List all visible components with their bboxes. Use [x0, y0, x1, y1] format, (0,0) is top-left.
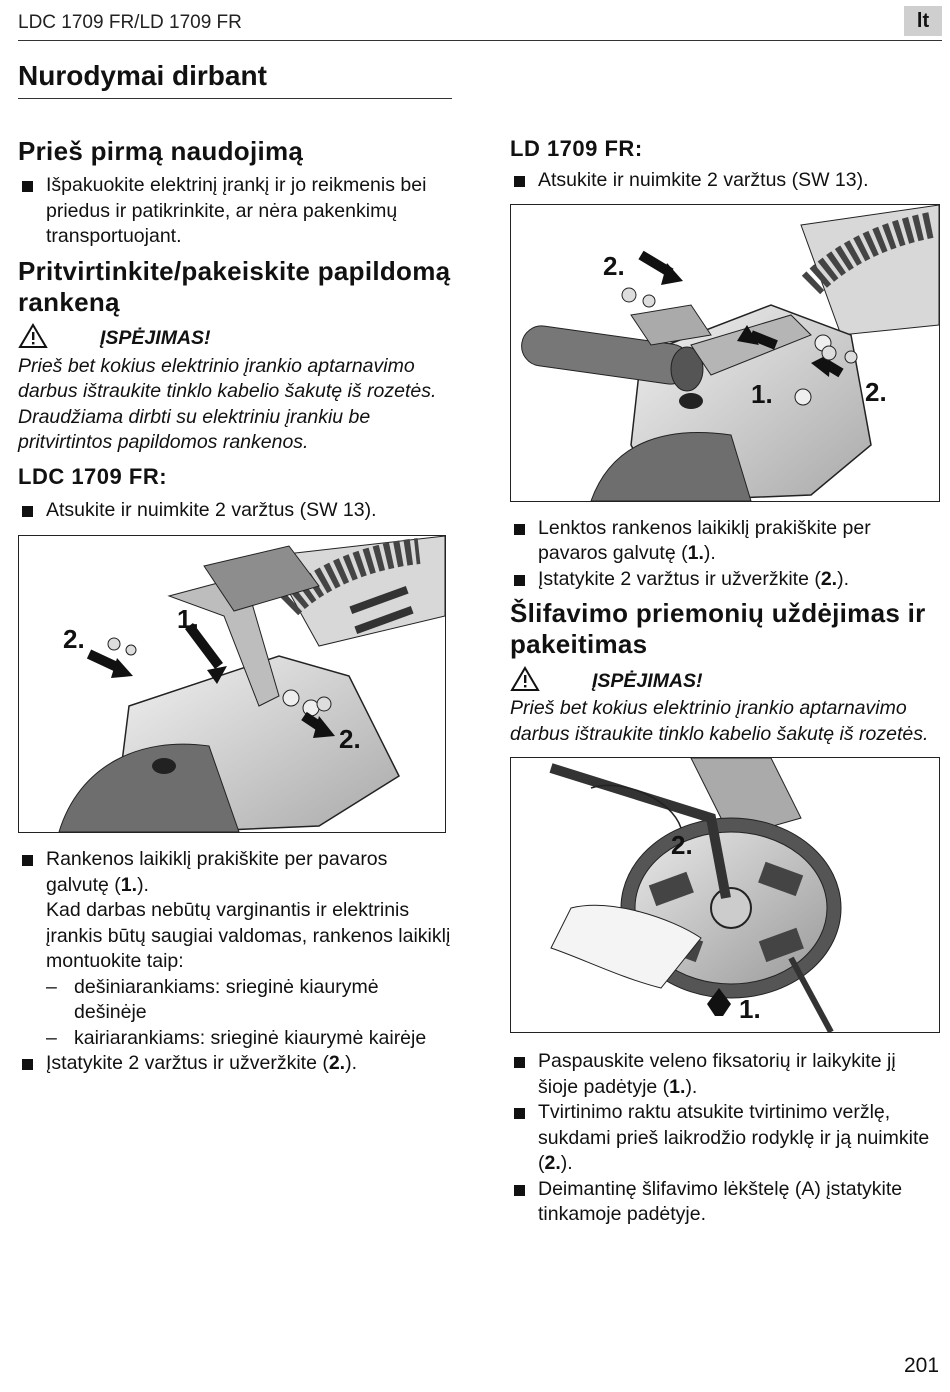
step-number: 2. [820, 567, 838, 590]
list-item-text: Tvirtinimo raktu atsukite tvirtinimo veržlę, sukdami prieš laikrodžio rodyklę ir ją nuimkite ( [538, 1101, 930, 1174]
language-badge: lt [904, 6, 942, 36]
dash-item-text: dešiniarankiams: srieginė kiaurymė dešinėje [74, 975, 379, 1023]
list-item-text: Deimantinę šlifavimo lėkštelę (A) įstatykite tinkamoje padėtyje. [538, 1177, 903, 1225]
ldc-handle-figure [18, 535, 446, 833]
bullet-square-icon [514, 575, 525, 586]
list-item [510, 567, 940, 593]
step-number: 1. [687, 542, 704, 564]
figure-label: 2. [63, 624, 85, 654]
list-item-text: ). [685, 1075, 698, 1098]
warning-text: Prieš bet kokius elektrinio įrankio aptarnavimo darbus ištraukite tinklo kabelio šakutę iš rozetės. [18, 354, 437, 402]
figure-label: 2. [603, 250, 625, 281]
disc-change-illustration [511, 758, 939, 1032]
bullet-square-icon [514, 524, 525, 535]
figure-label: 2. [671, 830, 693, 860]
list-item-text: ). [560, 1152, 573, 1174]
list-item-text: Įstatykite 2 varžtus ir užveržkite ( [538, 567, 821, 590]
list-item-text: Lenktos rankenos laikiklį prakiškite per pavaros galvutę ( [538, 516, 871, 564]
figure-label: 2. [865, 376, 887, 407]
grinding-heading: Šlifavimo priemonių uždėjimas ir pakeitimas [510, 598, 926, 659]
warning-text: Draudžiama dirbti su elektriniu įrankiu be pritvirtintos papildomos rankenos. [18, 405, 371, 453]
dash-symbol: – [46, 1026, 57, 1049]
header-divider [18, 40, 942, 41]
title-divider [18, 98, 452, 99]
grinding-disc-figure [510, 757, 940, 1033]
bullet-square-icon [514, 1185, 525, 1196]
bullet-square-icon [22, 855, 33, 866]
list-item-text: Įstatykite 2 varžtus ir užveržkite ( [46, 1052, 329, 1074]
list-item-text: Atsukite ir nuimkite 2 varžtus (SW 13). [46, 498, 377, 521]
warning-triangle-icon [18, 323, 48, 354]
note-text: Kad darbas nebūtų varginantis ir elektrinis įrankis būtų saugiai valdomas, rankenos laikiklį montuokite taip: [46, 899, 451, 972]
ld-handle-figure [510, 204, 940, 502]
figure-label: 1. [739, 994, 761, 1024]
first-use-heading: Prieš pirmą naudojimą [18, 136, 304, 166]
list-item-text: ). [345, 1052, 358, 1074]
dash-item [18, 975, 452, 1026]
bullet-square-icon [514, 1057, 525, 1068]
list-item-text: ). [137, 873, 149, 896]
warning-label: ĮSPĖJIMAS! [100, 327, 211, 349]
warning-text: Prieš bet kokius elektrinio įrankio aptarnavimo darbus ištraukite tinklo kabelio šakutę iš rozetės. [510, 697, 929, 745]
warning-label: ĮSPĖJIMAS! [592, 669, 703, 692]
bullet-square-icon [514, 176, 525, 187]
ld-steps-list [510, 516, 940, 593]
list-item [18, 173, 452, 250]
handle-heading: Pritvirtinkite/pakeiskite papildomą rankeną [18, 255, 451, 317]
ldc-heading: LDC 1709 FR: [18, 463, 168, 489]
list-item [510, 1049, 940, 1100]
dash-symbol: – [46, 975, 57, 998]
bullet-square-icon [22, 1059, 33, 1070]
list-item-text: Atsukite ir nuimkite 2 varžtus (SW 13). [538, 169, 869, 191]
ldc-steps-list-2 [18, 1051, 452, 1077]
first-use-list [18, 173, 452, 250]
list-item-text: Paspauskite veleno fiksatorių ir laikykite jį šioje padėtyje ( [538, 1050, 896, 1098]
list-item [510, 168, 940, 194]
bullet-square-icon [22, 506, 33, 517]
bullet-square-icon [22, 181, 33, 192]
ld-list [510, 168, 940, 194]
header-model: LDC 1709 FR/LD 1709 FR [18, 12, 242, 33]
step-number: 2. [544, 1152, 561, 1174]
list-item [18, 847, 452, 975]
page-title: Nurodymai dirbant [18, 60, 267, 91]
list-item [510, 516, 940, 567]
ldc-steps-list [18, 847, 452, 975]
list-item-text: Išpakuokite elektrinį įrankį ir jo reikmenis bei priedus ir patikrinkite, ar nėra pakenkimų transportuojant. [46, 174, 427, 247]
warning-row [510, 666, 940, 696]
grinder-illustration [511, 205, 939, 501]
list-item [510, 1100, 940, 1177]
list-item [510, 1177, 940, 1228]
ld-heading: LD 1709 FR: [510, 136, 643, 161]
figure-label: 1. [751, 378, 773, 409]
step-number: 1. [669, 1075, 686, 1098]
grinding-steps-list [510, 1049, 940, 1228]
page-number: 201 [904, 1354, 940, 1377]
right-column [510, 132, 940, 1228]
figure-label: 2. [339, 724, 361, 754]
dash-item-text: kairiarankiams: srieginė kiaurymė kairėje [74, 1026, 427, 1049]
list-item [18, 498, 452, 524]
list-item-text: ). [703, 542, 716, 564]
list-item-text: Rankenos laikiklį prakiškite per pavaros galvutę ( [46, 848, 388, 896]
list-item [18, 1051, 452, 1077]
bullet-square-icon [514, 1108, 525, 1119]
left-column [18, 132, 452, 1077]
step-number: 2. [328, 1052, 346, 1074]
grinder-illustration [19, 536, 445, 832]
warning-triangle-icon [510, 666, 540, 697]
ldc-list [18, 498, 452, 524]
step-number: 1. [120, 873, 138, 896]
list-item-text: ). [837, 567, 850, 590]
figure-label: 1. [177, 604, 199, 634]
warning-row [18, 324, 452, 354]
dash-item [18, 1026, 452, 1052]
